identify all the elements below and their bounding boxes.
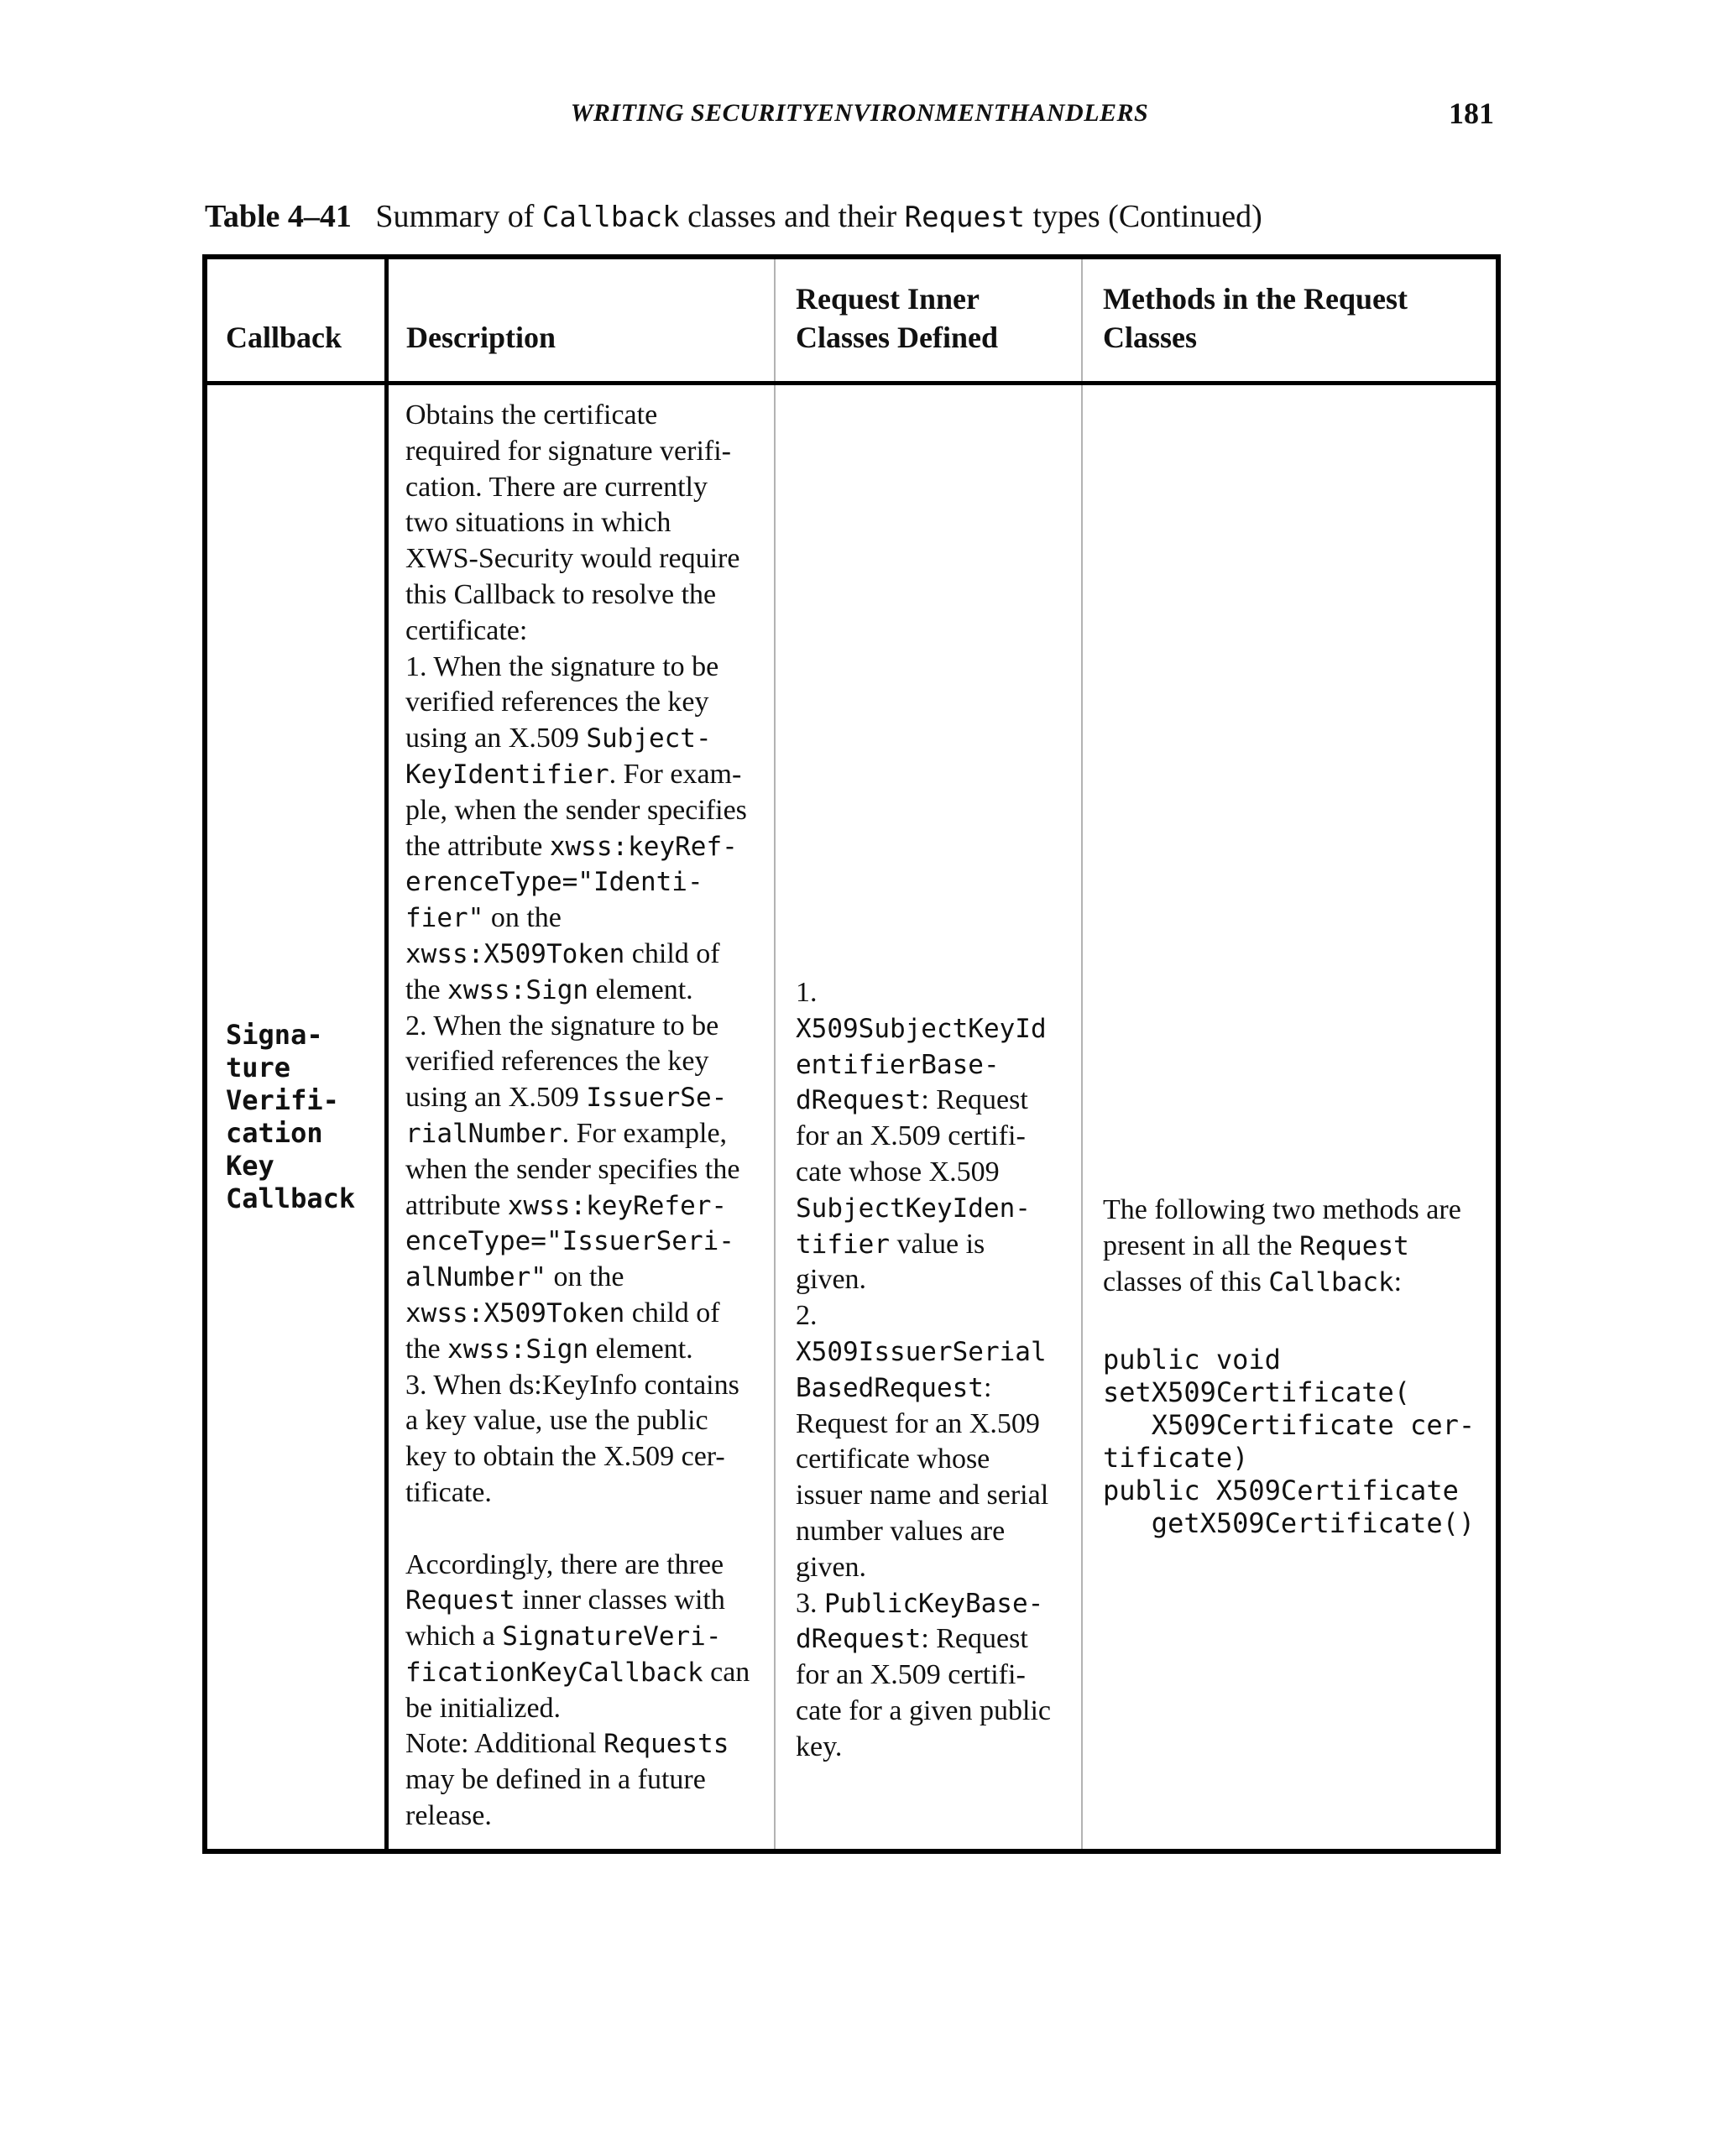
description-line [405, 1655, 750, 1691]
description-line [405, 1260, 750, 1296]
caption-gap [359, 199, 375, 234]
caption-text-2: classes and their [679, 199, 905, 234]
caption-code-request: Request [904, 201, 1025, 234]
text-fragment: element. [588, 1333, 693, 1365]
description-line [405, 1296, 750, 1332]
header-request-inner-line-1: Request Inner [796, 282, 980, 316]
code-fragment: Request [1299, 1230, 1409, 1261]
text-fragment: 3. When ds:KeyInfo contains [405, 1369, 739, 1401]
description-cell [405, 398, 750, 1835]
code-fragment: dRequest [796, 1085, 922, 1116]
code-fragment: SignatureVeri- [502, 1621, 722, 1652]
request-class-line [796, 1730, 1051, 1766]
methods-line [1103, 1229, 1461, 1265]
code-fragment: IssuerSe- [586, 1083, 728, 1114]
header-methods [1103, 279, 1408, 357]
text-fragment: can [703, 1656, 750, 1688]
description-line [405, 1152, 750, 1188]
description-line [405, 1368, 750, 1404]
column-divider [384, 259, 389, 1849]
column-divider [774, 259, 776, 1849]
request-class-line [796, 1155, 1051, 1191]
description-line [405, 1762, 750, 1798]
description-line [405, 398, 750, 434]
text-fragment: given. [796, 1264, 867, 1296]
methods-description [1103, 1193, 1461, 1300]
code-fragment: Subject- [586, 723, 712, 754]
description-line [405, 1548, 750, 1584]
code-fragment: erenceType="Identi- [405, 867, 703, 898]
code-fragment: dRequest [796, 1624, 922, 1655]
description-line [405, 577, 750, 613]
code-fragment: Requests [603, 1729, 729, 1760]
text-fragment: for an X.509 certifi- [796, 1120, 1026, 1152]
code-fragment: BasedRequest [796, 1372, 984, 1403]
text-fragment: 1. When the signature to be [405, 650, 719, 682]
description-line [405, 1009, 750, 1045]
text-fragment: two situations in which [405, 507, 671, 539]
description-line [405, 1332, 750, 1368]
description-line [405, 434, 750, 470]
text-fragment: may be defined in a future [405, 1764, 706, 1796]
running-head: WRITING SECURITYENVIRONMENTHANDLERS [570, 99, 1149, 127]
text-fragment: Note: Additional [405, 1728, 604, 1760]
description-line [405, 1403, 750, 1439]
text-fragment: classes of this [1103, 1266, 1269, 1297]
text-fragment: release. [405, 1800, 492, 1832]
text-fragment: on the [546, 1261, 624, 1293]
description-line [405, 613, 750, 650]
code-fragment: fier" [405, 903, 484, 934]
table-number: Table 4–41 [205, 199, 352, 234]
text-fragment: the attribute [405, 830, 550, 862]
text-fragment: the [405, 974, 448, 1005]
description-line [405, 470, 750, 506]
text-fragment: cate whose X.509 [796, 1156, 1000, 1188]
code-fragment: xwss:X509Token [405, 1297, 625, 1329]
description-line [405, 541, 750, 577]
code-fragment: tifier [796, 1229, 890, 1260]
text-fragment: ple, when the sender specifies [405, 794, 747, 826]
text-fragment: verified references the key [405, 686, 709, 718]
request-class-line [796, 1514, 1051, 1550]
code-fragment: KeyIdentifier [405, 759, 609, 790]
code-fragment: rialNumber [405, 1118, 562, 1149]
code-fragment: ficationKeyCallback [405, 1657, 703, 1688]
text-fragment: certificate whose [796, 1443, 990, 1475]
header-methods-line-2: Classes [1103, 321, 1198, 354]
request-class-line [796, 1227, 1051, 1263]
description-line [405, 901, 750, 937]
code-fragment: xwss:keyRefer- [507, 1190, 728, 1221]
description-line [405, 1439, 750, 1475]
text-fragment: : [1393, 1266, 1403, 1297]
text-fragment: cation. There are currently [405, 471, 708, 503]
description-line [405, 1726, 750, 1762]
request-class-line [796, 1262, 1051, 1298]
table-caption [205, 198, 1262, 235]
text-fragment: inner classes with [515, 1584, 725, 1616]
header-description: Description [406, 321, 556, 354]
description-line [405, 937, 750, 973]
text-fragment: verified references the key [405, 1046, 709, 1078]
request-class-line [796, 1621, 1051, 1657]
code-fragment: PublicKeyBase- [824, 1588, 1044, 1619]
code-fragment: xwss:keyRef- [549, 831, 738, 862]
text-fragment: Accordingly, there are three [405, 1548, 724, 1580]
text-fragment: certificate: [405, 614, 528, 646]
text-fragment: 1. [796, 977, 818, 1008]
text-fragment: : Request [921, 1084, 1028, 1116]
description-line [405, 505, 750, 541]
callback-summary-table [202, 254, 1501, 1854]
text-fragment: : Request [921, 1623, 1028, 1655]
request-class-line [796, 1011, 1051, 1047]
description-line [405, 864, 750, 901]
request-class-line [796, 1694, 1051, 1730]
text-fragment: The following two methods are [1103, 1194, 1461, 1225]
text-fragment: . For exam- [609, 758, 742, 790]
description-line [405, 1691, 750, 1727]
description-line [405, 793, 750, 829]
request-class-line [796, 1586, 1051, 1622]
text-fragment: required for signature verifi- [405, 435, 731, 467]
request-class-line [796, 1407, 1051, 1443]
text-fragment: on the [483, 902, 562, 934]
description-line [405, 1583, 750, 1619]
text-fragment: be initialized. [405, 1692, 562, 1724]
header-request-inner [796, 279, 998, 357]
description-line [405, 1116, 750, 1152]
description-line [405, 1080, 750, 1116]
description-line [405, 1224, 750, 1260]
text-fragment: for an X.509 certifi- [796, 1659, 1026, 1691]
text-fragment: 2. When the signature to be [405, 1010, 719, 1041]
text-fragment: Obtains the certificate [405, 399, 658, 431]
caption-text-1: Summary of [375, 199, 542, 234]
code-fragment: SubjectKeyIden- [796, 1193, 1031, 1224]
text-fragment: which a [405, 1621, 503, 1652]
text-fragment: child of [624, 1297, 720, 1329]
caption-code-callback: Callback [541, 201, 680, 234]
request-class-line [796, 1370, 1051, 1407]
text-fragment: when the sender specifies the [405, 1153, 740, 1185]
code-fragment: xwss:Sign [447, 974, 589, 1005]
text-fragment: number values are [796, 1515, 1006, 1547]
description-line [405, 829, 750, 865]
header-divider [207, 381, 1496, 385]
request-classes-cell [796, 975, 1051, 1766]
callback-name-cell: Signa- ture Verifi- cation Key Callback [226, 1019, 356, 1214]
text-fragment: child of [624, 937, 720, 969]
request-class-line [796, 1657, 1051, 1694]
description-line [405, 721, 750, 757]
text-fragment: the [405, 1333, 448, 1365]
methods-line [1103, 1193, 1461, 1229]
text-fragment: value is [889, 1228, 985, 1260]
description-line [405, 757, 750, 793]
request-class-line [796, 1334, 1051, 1370]
description-line [405, 1475, 750, 1511]
text-fragment: tificate. [405, 1476, 492, 1508]
code-fragment: enceType="IssuerSeri- [405, 1226, 734, 1257]
request-class-line [796, 1442, 1051, 1478]
text-fragment: . For example, [562, 1117, 728, 1149]
caption-text-3: types (Continued) [1024, 199, 1262, 234]
text-fragment: this Callback to resolve the [405, 578, 717, 610]
text-fragment: cate for a given public [796, 1694, 1051, 1726]
text-fragment: issuer name and serial [796, 1480, 1049, 1511]
header-callback: Callback [226, 321, 342, 354]
header-methods-line-1: Methods in the Request [1103, 282, 1408, 316]
text-fragment: : [983, 1371, 992, 1403]
request-class-line [796, 1478, 1051, 1514]
page-number: 181 [1449, 97, 1494, 130]
text-fragment: present in all the [1103, 1229, 1300, 1261]
code-fragment: Request [405, 1585, 515, 1616]
text-fragment: 2. [796, 1300, 818, 1332]
description-line [405, 1619, 750, 1655]
description-line [405, 1044, 750, 1080]
request-class-line [796, 1083, 1051, 1119]
text-fragment: given. [796, 1551, 867, 1583]
request-class-line [796, 1119, 1051, 1155]
description-line [405, 1511, 750, 1548]
methods-code: public void setX509Certificate( X509Certificate cer- tificate) public X509Certificate getX509Certificate() [1103, 1344, 1476, 1539]
description-line [405, 1798, 750, 1835]
code-fragment: X509SubjectKeyId [796, 1013, 1047, 1044]
code-fragment: Callback [1268, 1266, 1394, 1297]
code-fragment: alNumber" [405, 1262, 546, 1293]
code-fragment: xwss:Sign [447, 1334, 589, 1365]
text-fragment: using an X.509 [405, 723, 587, 754]
code-fragment: entifierBase- [796, 1049, 1000, 1080]
request-class-line [796, 1047, 1051, 1083]
text-fragment: element. [588, 974, 693, 1005]
request-class-line [796, 1298, 1051, 1334]
request-class-line [796, 975, 1051, 1011]
request-class-line [796, 1550, 1051, 1586]
code-fragment: X509IssuerSerial [796, 1336, 1047, 1367]
description-line [405, 973, 750, 1009]
header-request-inner-line-2: Classes Defined [796, 321, 998, 354]
column-divider [1081, 259, 1083, 1849]
methods-line [1103, 1265, 1461, 1301]
description-line [405, 685, 750, 721]
text-fragment: key. [796, 1731, 843, 1762]
text-fragment: using an X.509 [405, 1082, 587, 1114]
code-fragment: xwss:X509Token [405, 938, 625, 969]
request-class-line [796, 1191, 1051, 1227]
text-fragment: XWS-Security would require [405, 543, 740, 575]
description-line [405, 650, 750, 686]
text-fragment: key to obtain the X.509 cer- [405, 1441, 725, 1473]
text-fragment: 3. [796, 1587, 824, 1619]
text-fragment: Request for an X.509 [796, 1407, 1040, 1439]
text-fragment: attribute [405, 1189, 508, 1221]
text-fragment: a key value, use the public [405, 1405, 708, 1437]
description-line [405, 1188, 750, 1224]
